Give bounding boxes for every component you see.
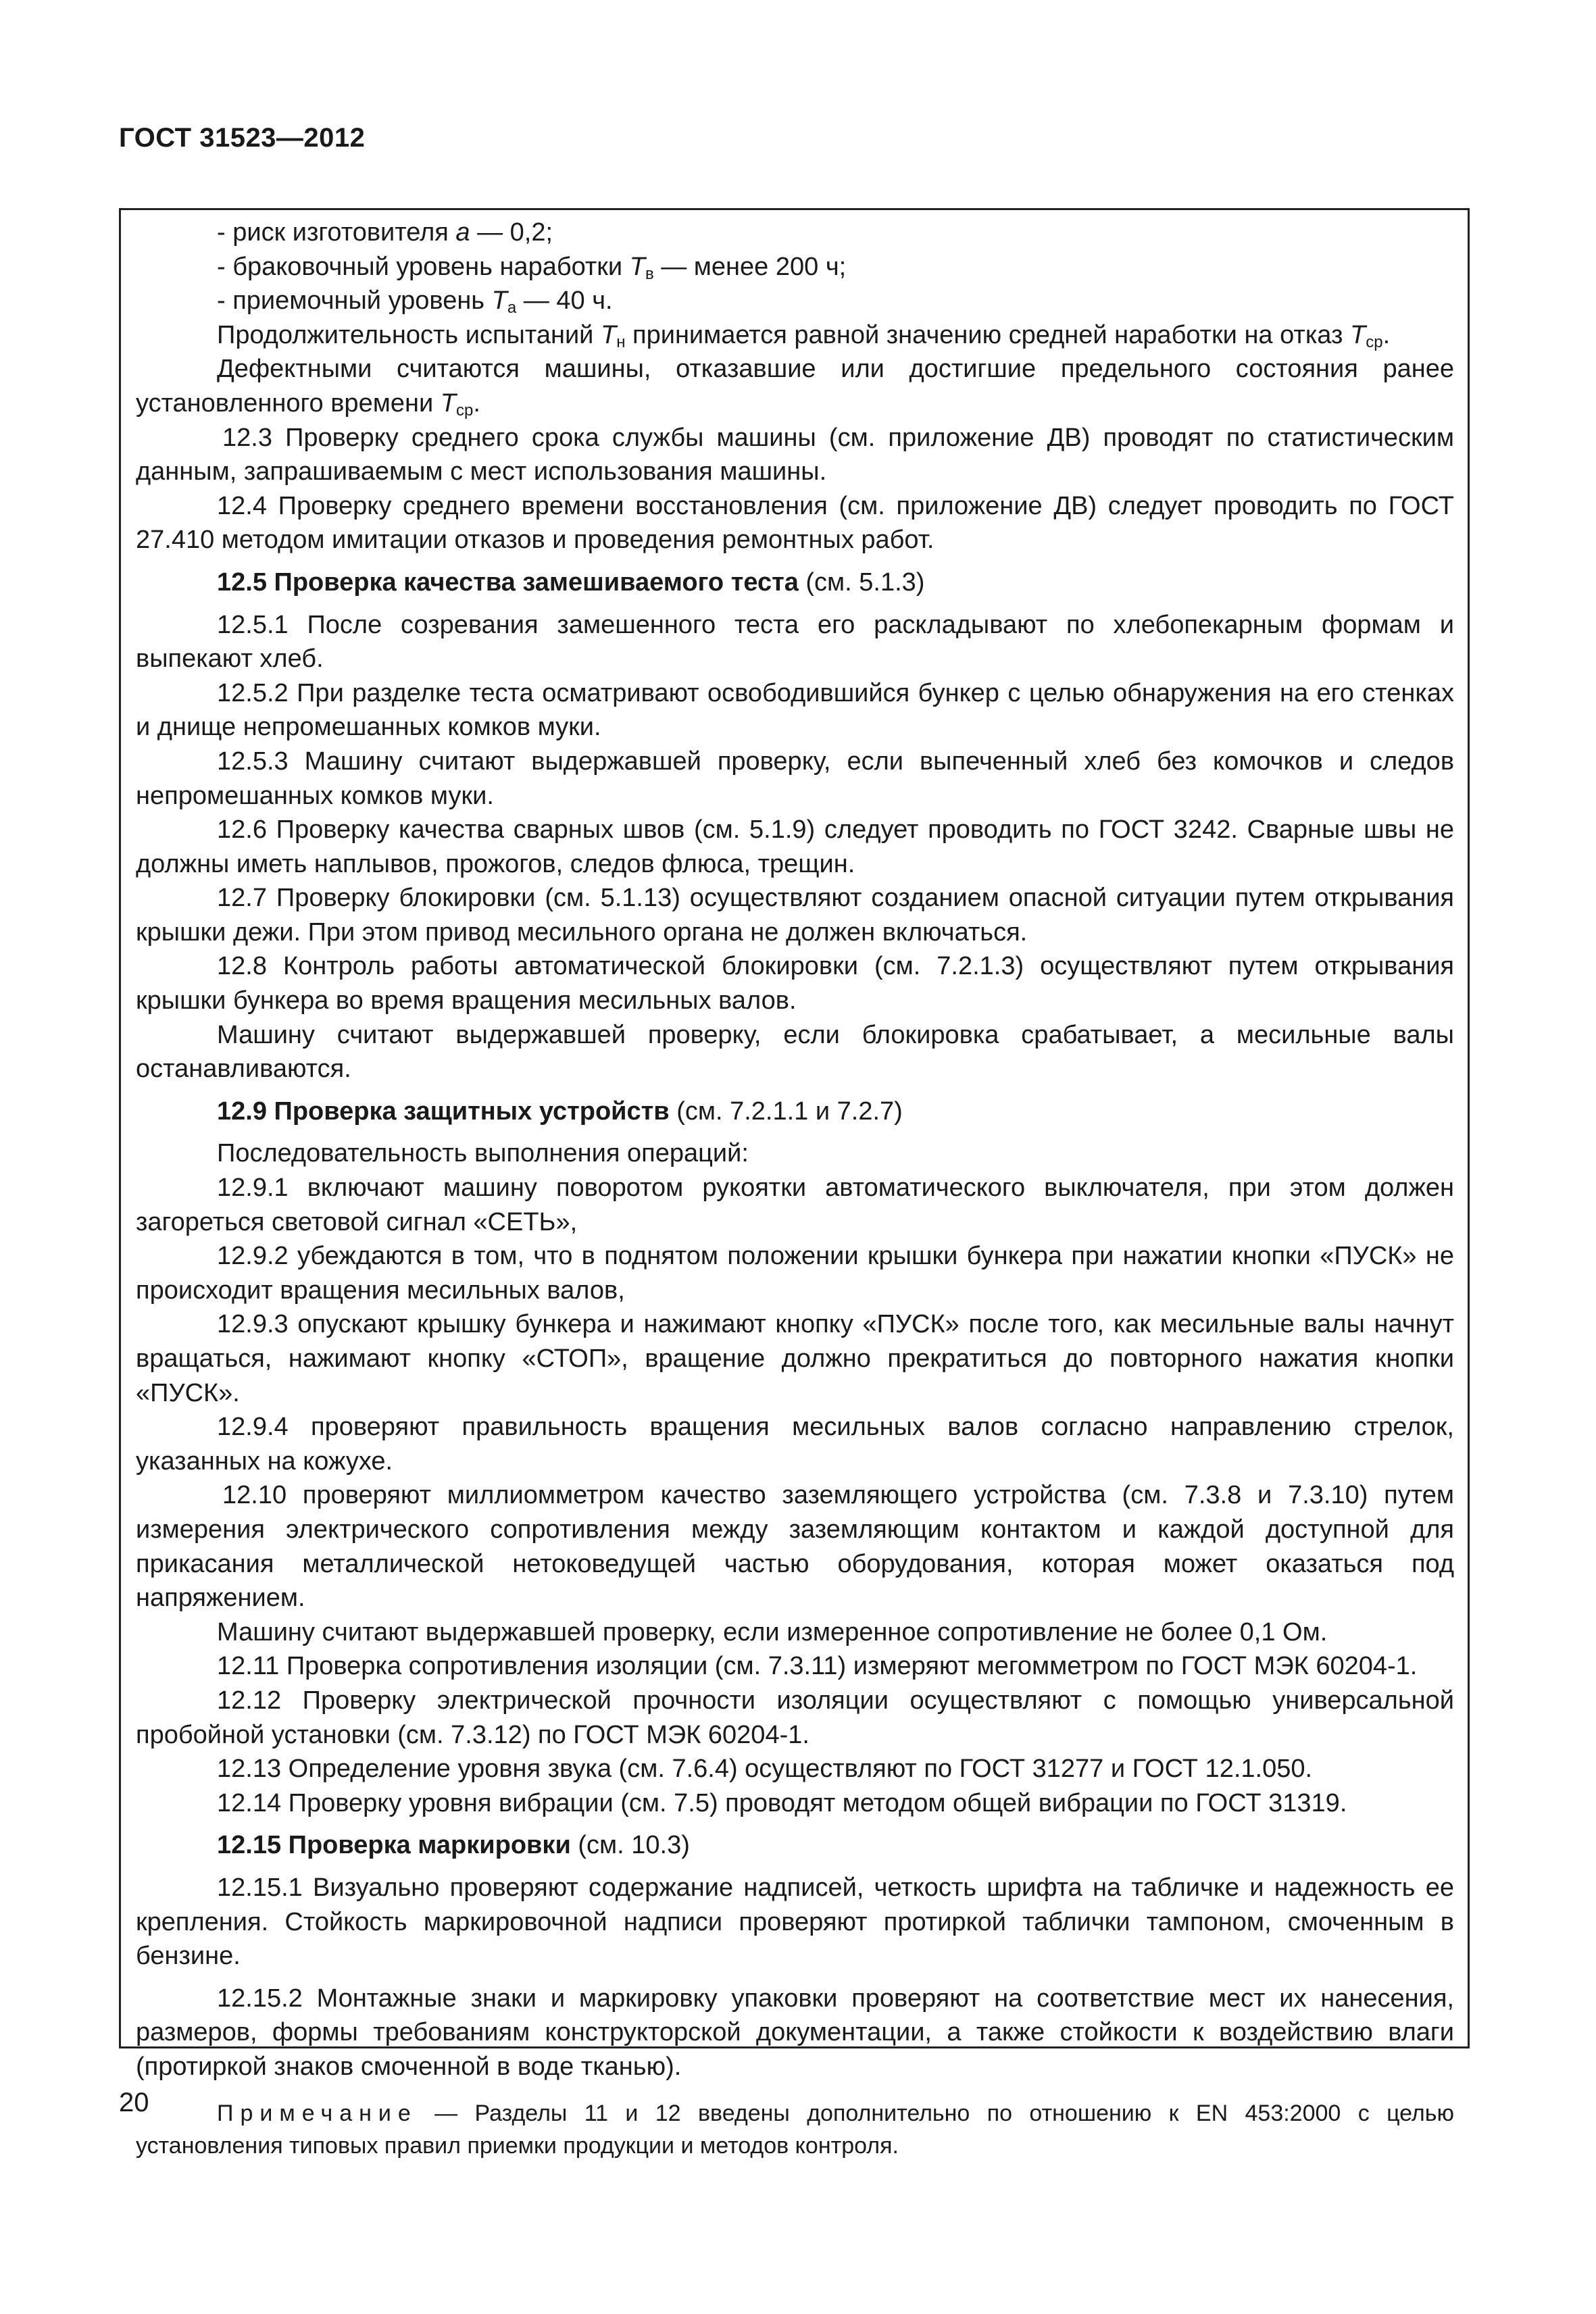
variable: T xyxy=(1349,320,1366,349)
paragraph-12-11: 12.11 Проверка сопротивления изоляции (см. 7.3.11) измеряют мегомметром по ГОСТ МЭК 60204-1. xyxy=(217,1652,1418,1681)
paragraph xyxy=(136,352,1454,420)
variable: T xyxy=(600,320,617,349)
note-text: — Разделы 11 и 12 введены дополнительно по отношению к EN 453:2000 с целью установления типовых правил приемки продукции и методов контроля. xyxy=(136,2101,1454,2159)
list-item xyxy=(136,284,1454,318)
note-label: Примечание xyxy=(217,2101,418,2127)
heading-ref: (см. 7.2.1.1 и 7.2.7) xyxy=(669,1097,903,1126)
section-heading-12-5 xyxy=(136,565,1454,600)
section-heading-12-9 xyxy=(136,1095,1454,1129)
paragraph-12-7: 12.7 Проверку блокировки (см. 5.1.13) осуществляют созданием опасной ситуации путем открывания крышки дежи. При этом привод месильного органа не должен включаться. xyxy=(136,884,1454,947)
text: Дефектными считаются машины, отказавшие или достигшие предельного состояния ранее установленного времени xyxy=(136,355,1454,418)
heading-text: 12.5 Проверка качества замешиваемого теста xyxy=(217,568,799,597)
text: - риск изготовителя xyxy=(217,218,456,247)
document-header: ГОСТ 31523—2012 xyxy=(119,123,366,153)
variable: a xyxy=(455,218,470,247)
subscript: н xyxy=(616,332,626,351)
heading-text: 12.9 Проверка защитных устройств xyxy=(217,1097,670,1126)
note xyxy=(136,2097,1454,2162)
paragraph-12-14: 12.14 Проверку уровня вибрации (см. 7.5) проводят методом общей вибрации по ГОСТ 31319. xyxy=(217,1788,1347,1817)
text: принимается равной значению средней наработки на отказ xyxy=(625,320,1350,349)
paragraph-12-8: 12.8 Контроль работы автоматической блокировки (см. 7.2.1.3) осуществляют путем открывания крышки бункера во время вращения месильных валов. xyxy=(136,952,1454,1015)
paragraph-12-4: 12.4 Проверку среднего времени восстановления (см. приложение ДВ) следует проводить по ГОСТ 27.410 методом имитации отказов и проведения ремонтных работ. xyxy=(136,491,1454,555)
paragraph-12-9-3: 12.9.3 опускают крышку бункера и нажимают кнопку «ПУСК» после того, как месильные валы начнут вращаться, нажимают кнопку «СТОП», вращение должно прекратиться до повторного нажатия кнопки «ПУСК». xyxy=(136,1310,1454,1407)
paragraph-12-9-intro: Последовательность выполнения операций: xyxy=(217,1139,749,1168)
paragraph-12-15-2: 12.15.2 Монтажные знаки и маркировку упаковки проверяют на соответствие мест их нанесения, размеров, формы требованиям конструкторской документации, а также стойкости к воздействию влаги (протиркой знаков смоченной в воде тканью). xyxy=(136,1984,1454,2081)
text: . xyxy=(1382,320,1391,349)
list-item xyxy=(136,250,1454,284)
subscript: ср xyxy=(455,401,474,420)
paragraph-12-9-4: 12.9.4 проверяют правильность вращения месильных валов согласно направлению стрелок, указанных на кожухе. xyxy=(136,1413,1454,1476)
paragraph-12-15-1: 12.15.1 Визуально проверяют содержание надписей, четкость шрифта на табличке и надежность ее крепления. Стойкость маркировочной надписи проверяют протиркой таблички тампоном, смоченным в бензине. xyxy=(136,1873,1454,1971)
text: — 40 ч. xyxy=(516,286,613,316)
paragraph-12-3: 12.3 Проверку среднего срока службы машины (см. приложение ДВ) проводят по статистическим данным, запрашиваемым с мест использования машины. xyxy=(136,423,1454,486)
variable: T xyxy=(629,252,645,281)
subscript: в xyxy=(645,264,654,283)
paragraph-12-10-result: Машину считают выдержавшей проверку, если измеренное сопротивление не более 0,1 Ом. xyxy=(217,1617,1328,1646)
content-frame xyxy=(119,208,1470,2159)
paragraph-12-5-2: 12.5.2 При разделке теста осматривают освободившийся бункер с целью обнаружения на его стенках и днище непромешанных комков муки. xyxy=(136,678,1454,742)
paragraph-12-10: 12.10 проверяют миллиомметром качество заземляющего устройства (см. 7.3.8 и 7.3.10) путем измерения электрического сопротивления между заземляющим контактом и каждой доступной для прикасания металлической нетоковедущей частью оборудования, которая может оказаться под напряжением. xyxy=(136,1481,1454,1613)
variable: T xyxy=(491,286,507,316)
subscript: ср xyxy=(1366,332,1383,351)
paragraph-12-9-2: 12.9.2 убеждаются в том, что в поднятом положении крышки бункера при нажатии кнопки «ПУСК» не происходит вращения месильных валов, xyxy=(136,1242,1454,1305)
text: - браковочный уровень наработки xyxy=(217,252,630,281)
list-item xyxy=(136,216,1454,250)
text: - приемочный уровень xyxy=(217,286,492,316)
paragraph-12-6: 12.6 Проверку качества сварных швов (см. 5.1.9) следует проводить по ГОСТ 3242. Сварные швы не должны иметь наплывов, прожогов, следов флюса, трещин. xyxy=(136,815,1454,878)
paragraph-12-12: 12.12 Проверку электрической прочности изоляции осуществляют с помощью универсальной пробойной установки (см. 7.3.12) по ГОСТ МЭК 60204-1. xyxy=(136,1686,1454,1749)
paragraph xyxy=(136,318,1454,353)
paragraph-12-9-1: 12.9.1 включают машину поворотом рукоятки автоматического выключателя, при этом должен загореться световой сигнал «СЕТЬ», xyxy=(136,1174,1454,1236)
variable: T xyxy=(440,388,456,418)
document-body xyxy=(136,216,1454,2185)
paragraph-12-13: 12.13 Определение уровня звука (см. 7.6.4) осуществляют по ГОСТ 31277 и ГОСТ 12.1.050. xyxy=(217,1755,1313,1784)
text: . xyxy=(473,388,480,418)
heading-text: 12.15 Проверка маркировки xyxy=(217,1831,571,1860)
text: — 0,2; xyxy=(470,218,553,247)
page-number: 20 xyxy=(119,2088,149,2117)
heading-ref: (см. 5.1.3) xyxy=(798,568,925,597)
text: — менее 200 ч; xyxy=(653,252,847,281)
paragraph-12-5-1: 12.5.1 После созревания замешенного теста его раскладывают по хлебопекарным формам и выпекают хлеб. xyxy=(136,610,1454,674)
subscript: а xyxy=(507,299,517,318)
section-heading-12-15 xyxy=(136,1828,1454,1863)
text: Продолжительность испытаний xyxy=(217,320,601,349)
paragraph-12-5-3: 12.5.3 Машину считают выдержавшей проверку, если выпеченный хлеб без комочков и следов непромешанных комков муки. xyxy=(136,747,1454,810)
paragraph-12-8-result: Машину считают выдержавшей проверку, если блокировка срабатывает, а месильные валы останавливаются. xyxy=(136,1020,1454,1084)
heading-ref: (см. 10.3) xyxy=(570,1831,690,1860)
